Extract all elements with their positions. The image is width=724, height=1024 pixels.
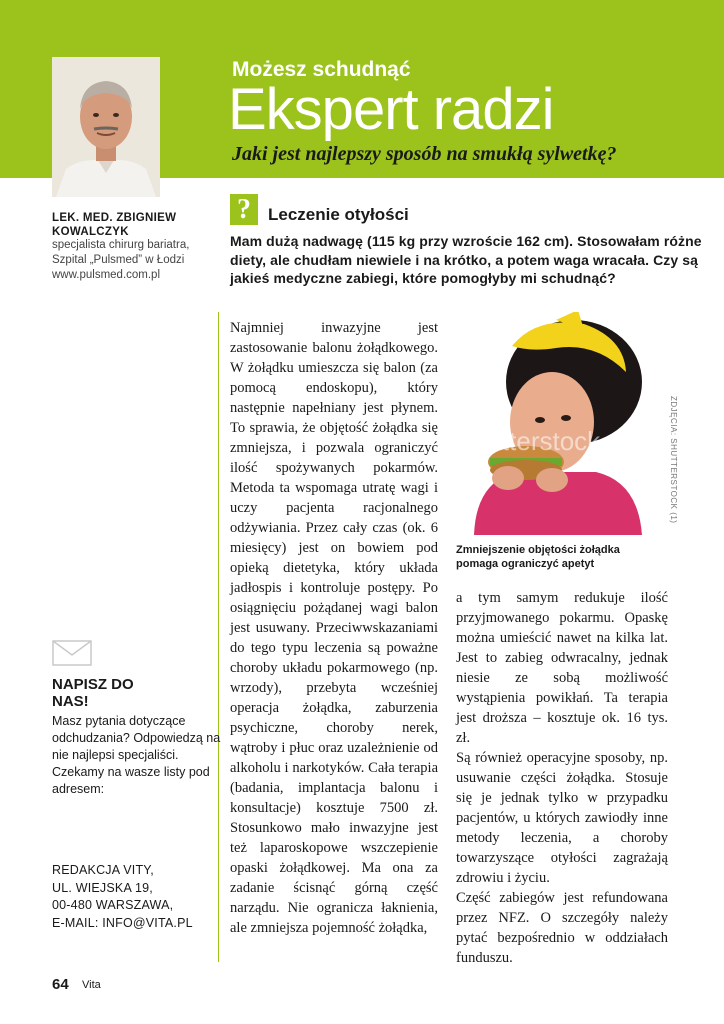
expert-portrait [52,57,160,197]
question-mark-icon: ? [230,194,258,225]
reader-question: Mam dużą nadwagę (115 kg przy wzroście 162 cm). Stosowałam różne diety, ale chudłam niewiele i na krótko, a potem waga wracała. Czy są jakieś medyczne zabiegi, które pomogłyby mi schudnąć? [230,233,702,286]
article-column-1 [230,318,438,938]
page-title: Ekspert radzi [228,77,554,142]
expert-role [52,238,224,283]
expert-name: LEK. MED. ZBIGNIEW KOWALCZYK [52,212,177,238]
contact-email: E-MAIL: INFO@VITA.PL [52,915,193,930]
contact-text: Masz pytania dotyczące odchudzania? Odpowiedzą na nie najlepsi specjaliści. Czekamy na wasze listy pod adresem: [52,714,221,796]
article-paragraph: a tym samym redukuje ilość przyjmowanego pokarmu. Opaskę można umieścić nawet na kilka lat. Jest to zabieg odwracalny, jednak niesie ze sobą możliwość wystąpienia powikłań. Ta terapia jest droższa – kosztuje ok. 16 tys. zł. [456,590,668,746]
page-number: 64 [52,976,69,993]
contact-title: NAPISZ DO NAS! [52,676,134,710]
article-paragraph: Część zabiegów jest refundowana przez NFZ. O szczegóły należy pytać bezpośrednio w oddziałach funduszu. [456,890,668,966]
address-line: REDAKCJA VITY, [52,863,154,877]
expert-specialty: specjalista chirurg bariatra, [52,239,190,251]
address-line: UL. WIEJSKA 19, [52,880,153,895]
envelope-icon [52,640,92,666]
expert-website: www.pulsmed.com.pl [52,269,161,281]
expert-hospital: Szpital „Pulsmed” w Łodzi [52,254,185,266]
article-photo [456,312,656,535]
article-paragraph: Najmniej inwazyjne jest zastosowanie balonu żołądkowego. W żołądku umieszcza się balon (za pomocą endoskopu), który następnie napełniany jest płynem. To sprawia, że objętość żołądka się zmniejsza, i pozwala ograniczyć ilość spożywanych pokarmów. Metoda ta wspomaga utratę wagi i uczy pacjenta racjonalnego odżywiania. Przez cały czas (ok. 6 miesięcy) jest on bowiem pod opieką dietetyka, który układa jadłospis i kontroluje postępy. Po osiągnięciu pożądanej wagi balon jest usuwany. Przeciwwskazaniami do tego typu leczenia są poważne choroby układu pokarmowego (np. wrzody), przebyta wcześniej operacja żołądka, zaburzenia psychiczne, choroby nerek, wątroby i płuc oraz uzależnienie od alkoholu i narkotyków. Cała terapia (badania, implantacja balonu i konsultacje) kosztuje 7500 zł. Stosunkowo mało inwazyjne jest też laparoskopowe wszczepienie opaski żołądkowej. Ma ona za zadanie ścisnąć górną część narządu. Nie ogranicza łaknienia, ale zmniejsza pojemność żołądka, [230,320,438,936]
photo-watermark: shutterstock [460,426,601,456]
contact-address [52,862,222,932]
address-line: 00-480 WARSZAWA, [52,898,174,912]
photo-credit: ZDJĘCIA: SHUTTERSTOCK (1) [669,396,678,524]
article-column-2 [456,588,668,968]
article-paragraph: Są również operacyjne sposoby, np. usuwanie części żołądka. Stosuje się je jednak tylko w przypadku pacjentów, u których zawiodły inne metody leczenia, a choroby towarzyszące otyłości zagrażają zdrowiu i życiu. [456,750,668,886]
subheadline: Jaki jest najlepszy sposób na smukłą sylwetkę? [232,143,617,165]
question-title: Leczenie otyłości [268,205,409,224]
magazine-name: Vita [82,979,101,991]
photo-caption: Zmniejszenie objętości żołądka pomaga ograniczyć apetyt [456,544,620,570]
kicker: Możesz schudnąć [232,58,411,81]
